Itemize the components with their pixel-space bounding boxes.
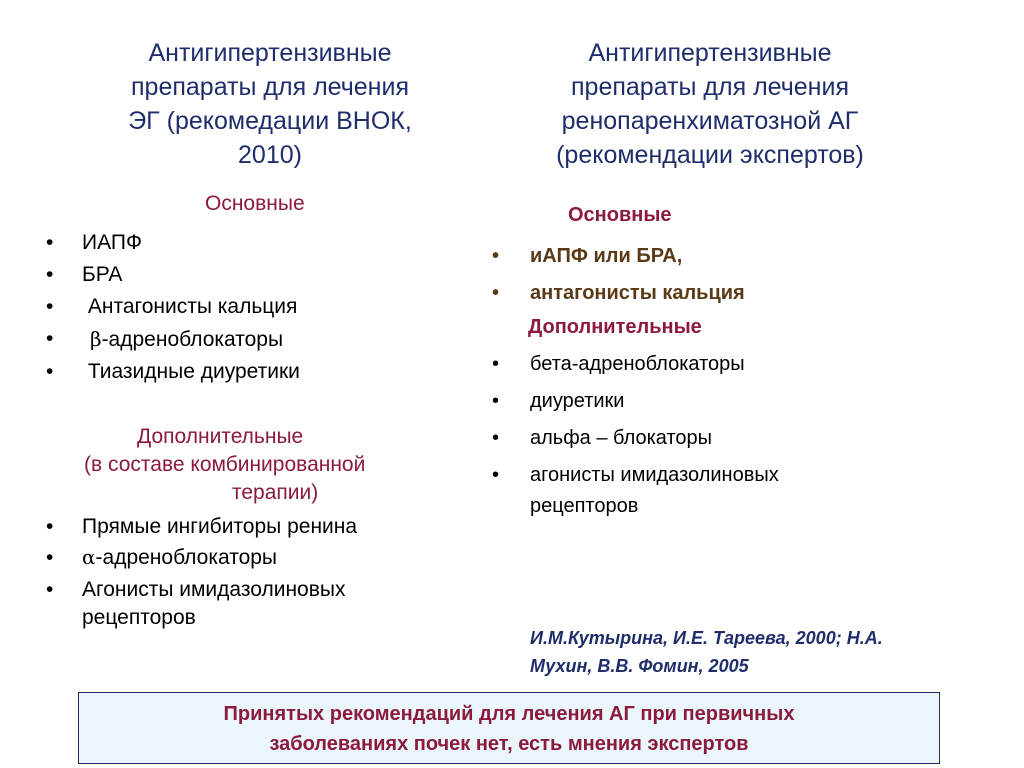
left-main-list xyxy=(42,227,442,388)
list-item-text: альфа – блокаторы xyxy=(530,427,713,449)
list-item xyxy=(42,259,442,291)
left-title-line-2: препараты для лечения xyxy=(131,73,409,101)
citation xyxy=(530,624,1000,680)
note-line-1: Принятых рекомендаций для лечения АГ при первичных xyxy=(223,703,795,725)
list-item xyxy=(42,511,442,542)
right-title xyxy=(500,36,920,172)
list-item xyxy=(42,573,442,632)
citation-line-1: И.М.Кутырина, И.Е. Тареева, 2000; Н.А. xyxy=(530,628,883,648)
right-title-line-3: ренопаренхиматозной АГ xyxy=(561,107,859,135)
left-additional-heading-line-2: (в составе комбинированной xyxy=(84,453,366,476)
list-item xyxy=(490,386,910,417)
list-item xyxy=(490,238,910,275)
right-title-line-4: (рекомендации экспертов) xyxy=(556,141,864,169)
left-additional-list xyxy=(42,511,442,632)
left-title xyxy=(70,36,470,172)
right-title-line-2: препараты для лечения xyxy=(571,73,849,101)
bullet-icon: • xyxy=(46,231,54,254)
list-item-text: Агонисты имидазолиновых xyxy=(82,578,346,601)
list-item xyxy=(490,423,910,454)
list-item xyxy=(42,291,442,323)
note-line-2: заболеваниях почек нет, есть мнения экспертов xyxy=(269,733,749,755)
bullet-icon: • xyxy=(46,578,54,601)
right-title-line-1: Антигипертензивные xyxy=(588,39,832,67)
list-item-text: диуретики xyxy=(530,390,625,412)
bullet-icon: • xyxy=(46,263,54,286)
left-title-line-4: 2010) xyxy=(238,141,302,169)
left-title-line-3: ЭГ (рекомедации ВНОК, xyxy=(128,107,412,135)
bullet-icon: • xyxy=(46,295,54,318)
list-item-text: Антагонисты кальция xyxy=(82,295,298,318)
list-item xyxy=(490,349,910,380)
right-additional-list xyxy=(490,349,910,528)
list-item-text-cont: рецепторов xyxy=(82,606,196,629)
list-item-text-cont: рецепторов xyxy=(530,495,639,517)
bullet-icon: • xyxy=(46,327,54,350)
bullet-icon: • xyxy=(492,353,500,375)
right-main-list xyxy=(490,238,910,312)
citation-line-2: Мухин, В.В. Фомин, 2005 xyxy=(530,656,749,676)
list-item xyxy=(42,356,442,388)
bullet-icon: • xyxy=(492,464,500,486)
left-main-heading: Основные xyxy=(205,192,305,215)
list-item-text: ИАПФ xyxy=(82,231,142,254)
left-additional-heading xyxy=(80,423,460,507)
bullet-icon: • xyxy=(492,427,500,449)
bullet-icon: • xyxy=(492,390,500,412)
right-additional-heading: Дополнительные xyxy=(528,316,702,338)
left-additional-heading-line-1: Дополнительные xyxy=(137,425,304,448)
list-item-text: Тиазидные диуретики xyxy=(82,360,300,383)
bullet-icon: • xyxy=(46,515,54,538)
list-item xyxy=(490,275,910,312)
left-additional-heading-line-3: терапии) xyxy=(232,481,319,504)
list-item-text: агонисты имидазолиновых xyxy=(530,464,779,486)
list-item xyxy=(42,227,442,259)
bullet-icon: • xyxy=(46,546,54,569)
list-item-text: антагонисты кальция xyxy=(530,282,745,304)
list-item-text: Прямые ингибиторы ренина xyxy=(82,515,358,538)
list-item xyxy=(42,323,442,356)
left-title-line-1: Антигипертензивные xyxy=(148,39,392,67)
list-item-text: иАПФ или БРА, xyxy=(530,245,683,267)
list-item xyxy=(490,460,910,522)
list-item-text: -адреноблокаторы xyxy=(101,328,284,351)
bullet-icon: • xyxy=(492,282,500,304)
list-item-text: бета-адреноблокаторы xyxy=(530,353,745,375)
list-item-text: БРА xyxy=(82,263,123,286)
list-item xyxy=(42,542,442,573)
beta-symbol: β xyxy=(90,327,102,351)
alpha-symbol: α xyxy=(82,545,96,569)
note-box xyxy=(78,692,940,764)
list-item-text: -адреноблокаторы xyxy=(95,546,278,569)
bullet-icon: • xyxy=(46,360,54,383)
bullet-icon: • xyxy=(492,245,500,267)
right-main-heading: Основные xyxy=(568,204,672,226)
